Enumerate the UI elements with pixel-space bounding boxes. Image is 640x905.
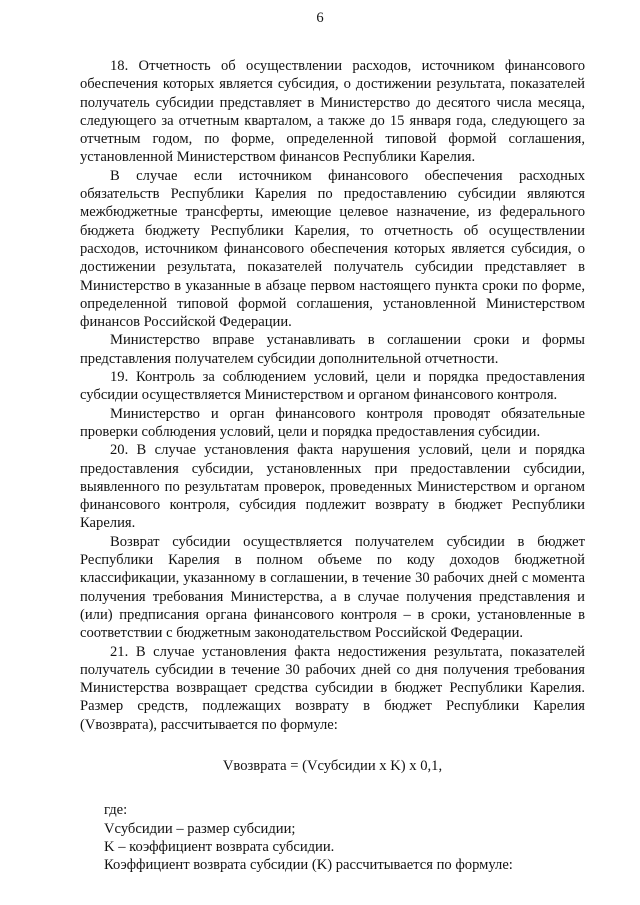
refund-formula: Vвозврата = (Vсубсидии x K) x 0,1, [222, 757, 443, 774]
paragraph-20: 20. В случае установления факта нарушения условий, цели и порядка предоставления субсидии, установленных при предоставлении субсидии, выявленного по результатам проверок, проведенных Министерством и органом финансового контроля, субсидия подлежит возврату в бюджет Республики Карелия. [80, 442, 585, 532]
where-label: где: [104, 802, 128, 819]
paragraph-19-inspections: Министерство и орган финансового контроля проводят обязательные проверки соблюдения условий, цели и порядка предоставления субсидии. [80, 405, 585, 440]
definition-refund-coefficient: K – коэффициент возврата субсидии. [104, 838, 335, 855]
coefficient-formula-intro: Коэффициент возврата субсидии (K) рассчитывается по формуле: [104, 857, 513, 874]
paragraph-19: 19. Контроль за соблюдением условий, цели и порядка предоставления субсидии осуществляется Министерством и органом финансового контроля. [80, 369, 585, 404]
paragraph-18: 18. Отчетность об осуществлении расходов, источником финансового обеспечения которых является субсидия, о достижении результата, показателей получатель субсидии представляет в Министерство до десятого числа месяца, следующего за отчетным кварталом, а также до 15 января года, следующего за отчетным годом, по форме, определенной типовой формой соглашения, установленной Министерством финансов Республики Карелия. [80, 58, 585, 166]
paragraph-18-additional-reporting: Министерство вправе устанавливать в соглашении сроки и формы представления получателем субсидии дополнительной отчетности. [80, 332, 585, 367]
document-body [80, 57, 585, 874]
definition-subsidy-amount: Vсубсидии – размер субсидии; [104, 820, 296, 837]
paragraph-18-federal-transfers: В случае если источником финансового обеспечения расходных обязательств Республики Карелия по предоставлению субсидии являются межбюджетные трансферты, имеющие целевое назначение, из федерального бюджета бюджету Республики Карелия, то отчетность об осуществлении расходов, источником финансового обеспечения которых является субсидия, о достижении результата, показателей получатель субсидии представляет в Министерство в указанные в абзаце первом настоящего пункта сроки по форме, определенной типовой формой соглашения, установленной Министерством финансов Российской Федерации. [80, 167, 585, 331]
paragraph-21: 21. В случае установления факта недостижения результата, показателей получатель субсидии в течение 30 рабочих дней со дня получения требования Министерства возвращает средства субсидии в бюджет Республики Карелия. Размер средств, подлежащих возврату в бюджет Республики Карелия (Vвозврата), рассчитывается по формуле: [80, 643, 585, 733]
page-number: 6 [316, 10, 324, 26]
paragraph-20-refund: Возврат субсидии осуществляется получателем субсидии в бюджет Республики Карелия в полном объеме по коду доходов бюджетной классификации, указанному в соглашении, в течение 30 рабочих дней с момента получения требования Министерства, а в случае получения представления и (или) предписания органа финансового контроля – в сроки, установленные в соответствии с бюджетным законодательством Российской Федерации. [80, 533, 585, 642]
